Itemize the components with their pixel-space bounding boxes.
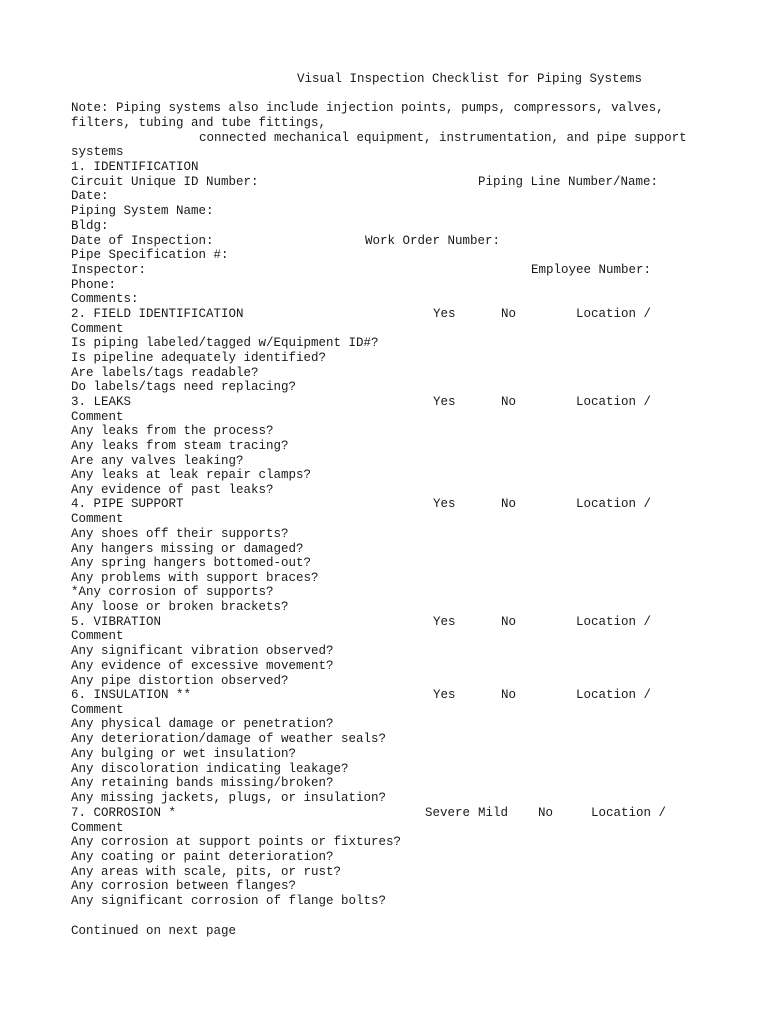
- checklist-item: Any retaining bands missing/broken?: [71, 776, 334, 790]
- comment-column-header: Comment: [71, 410, 124, 424]
- checklist-item: Is piping labeled/tagged w/Equipment ID#?: [71, 336, 379, 350]
- continued-footer: Continued on next page: [71, 924, 237, 938]
- checklist-item: Any hangers missing or damaged?: [71, 542, 304, 556]
- section-heading: 5. VIBRATION: [71, 615, 162, 629]
- inspector-label: Inspector:: [71, 263, 147, 277]
- note-line-4: systems: [71, 145, 124, 159]
- pipe-spec-label: Pipe Specification #:: [71, 248, 229, 262]
- no-column-header: No: [501, 688, 517, 702]
- yes-column-header: Yes: [433, 615, 456, 629]
- mild-column-header: Mild: [478, 806, 509, 820]
- no-column-header: No: [538, 806, 554, 820]
- no-column-header: No: [501, 497, 517, 511]
- checklist-item: Any shoes off their supports?: [71, 527, 289, 541]
- section-heading: 3. LEAKS: [71, 395, 132, 409]
- location-column-header: Location /: [591, 806, 667, 820]
- checklist-item: Any evidence of excessive movement?: [71, 659, 334, 673]
- comment-column-header: Comment: [71, 821, 124, 835]
- checklist-item: Any discoloration indicating leakage?: [71, 762, 349, 776]
- checklist-item: Any pipe distortion observed?: [71, 674, 289, 688]
- location-column-header: Location /: [576, 615, 652, 629]
- location-column-header: Location /: [576, 688, 652, 702]
- phone-label: Phone:: [71, 278, 117, 292]
- comment-column-header: Comment: [71, 629, 124, 643]
- note-line-2: filters, tubing and tube fittings,: [71, 116, 327, 130]
- circuit-id-label: Circuit Unique ID Number:: [71, 175, 259, 189]
- bldg-label: Bldg:: [71, 219, 109, 233]
- checklist-item: Any corrosion between flanges?: [71, 879, 297, 893]
- location-column-header: Location /: [576, 395, 652, 409]
- no-column-header: No: [501, 395, 517, 409]
- document-title: Visual Inspection Checklist for Piping Systems: [297, 72, 643, 86]
- comment-column-header: Comment: [71, 322, 124, 336]
- section-heading: 2. FIELD IDENTIFICATION: [71, 307, 244, 321]
- checklist-item: Any evidence of past leaks?: [71, 483, 274, 497]
- checklist-item: Any corrosion at support points or fixtures?: [71, 835, 402, 849]
- location-column-header: Location /: [576, 307, 652, 321]
- checklist-item: Any areas with scale, pits, or rust?: [71, 865, 342, 879]
- note-line-1: Note: Piping systems also include injection points, pumps, compressors, valves,: [71, 101, 664, 115]
- location-column-header: Location /: [576, 497, 652, 511]
- checklist-item: Any spring hangers bottomed-out?: [71, 556, 312, 570]
- checklist-item: Is pipeline adequately identified?: [71, 351, 327, 365]
- checklist-item: Are any valves leaking?: [71, 454, 244, 468]
- work-order-label: Work Order Number:: [365, 234, 501, 248]
- checklist-item: Any significant corrosion of flange bolts?: [71, 894, 387, 908]
- checklist-item: Any problems with support braces?: [71, 571, 319, 585]
- identification-heading: 1. IDENTIFICATION: [71, 160, 199, 174]
- checklist-item: Any bulging or wet insulation?: [71, 747, 297, 761]
- checklist-item: Any significant vibration observed?: [71, 644, 334, 658]
- checklist-item: Are labels/tags readable?: [71, 366, 259, 380]
- checklist-item: Any deterioration/damage of weather seals?: [71, 732, 387, 746]
- system-name-label: Piping System Name:: [71, 204, 214, 218]
- checklist-item: Any physical damage or penetration?: [71, 717, 334, 731]
- comment-column-header: Comment: [71, 512, 124, 526]
- section-heading: 4. PIPE SUPPORT: [71, 497, 184, 511]
- yes-column-header: Yes: [433, 395, 456, 409]
- comments-label: Comments:: [71, 292, 139, 306]
- section-heading: 6. INSULATION **: [71, 688, 192, 702]
- checklist-item: Do labels/tags need replacing?: [71, 380, 297, 394]
- section-heading: 7. CORROSION *: [71, 806, 177, 820]
- severe-column-header: Severe: [425, 806, 471, 820]
- no-column-header: No: [501, 615, 517, 629]
- checklist-item: Any leaks from steam tracing?: [71, 439, 289, 453]
- no-column-header: No: [501, 307, 517, 321]
- comment-column-header: Comment: [71, 703, 124, 717]
- yes-column-header: Yes: [433, 497, 456, 511]
- checklist-item: Any coating or paint deterioration?: [71, 850, 334, 864]
- checklist-item: Any leaks at leak repair clamps?: [71, 468, 312, 482]
- piping-line-label: Piping Line Number/Name:: [478, 175, 659, 189]
- note-line-3: connected mechanical equipment, instrumentation, and pipe support: [199, 131, 687, 145]
- yes-column-header: Yes: [433, 688, 456, 702]
- checklist-item: Any loose or broken brackets?: [71, 600, 289, 614]
- checklist-item: Any missing jackets, plugs, or insulation?: [71, 791, 387, 805]
- date-label: Date:: [71, 189, 109, 203]
- date-of-inspection-label: Date of Inspection:: [71, 234, 214, 248]
- checklist-item: *Any corrosion of supports?: [71, 585, 274, 599]
- employee-number-label: Employee Number:: [531, 263, 652, 277]
- yes-column-header: Yes: [433, 307, 456, 321]
- checklist-item: Any leaks from the process?: [71, 424, 274, 438]
